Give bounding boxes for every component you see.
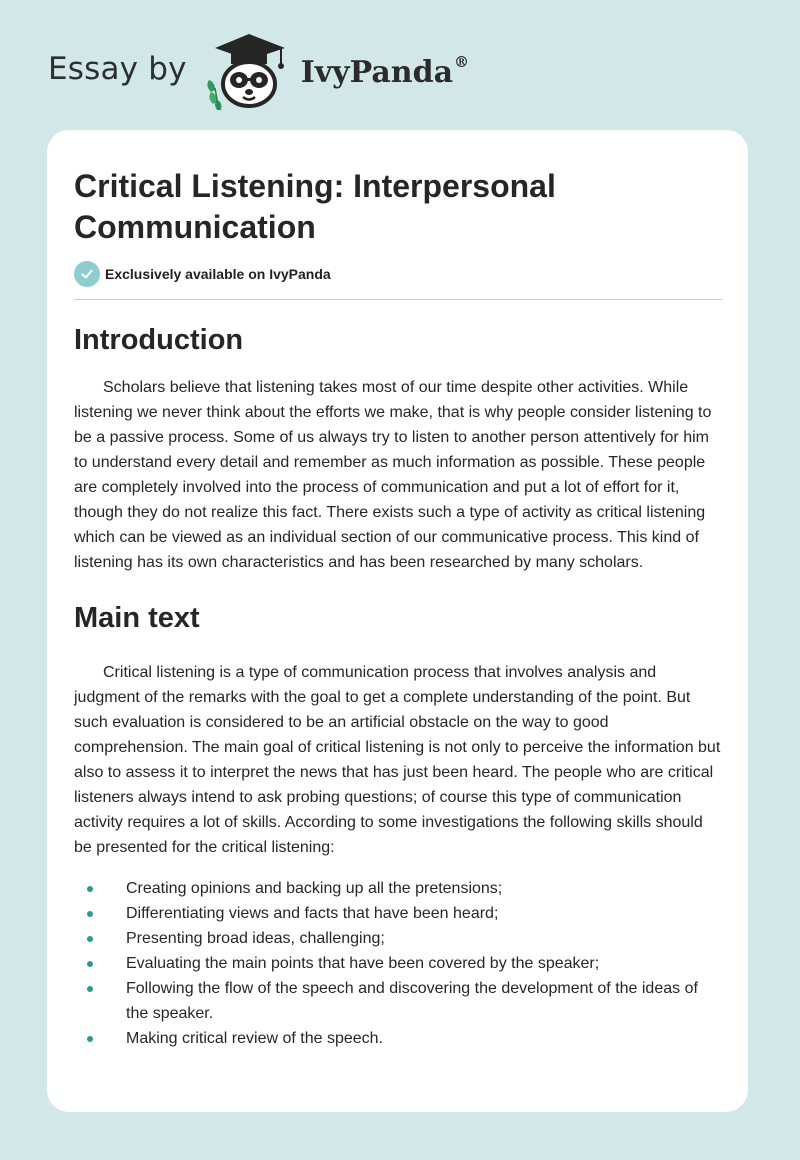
list-item: [74, 1026, 722, 1051]
title-divider: [74, 299, 722, 300]
essay-title: Critical Listening: Interpersonal Communication: [74, 168, 556, 245]
list-item-text: Following the flow of the speech and discovering the development of the ideas of the speaker.: [126, 980, 698, 1022]
list-item: [74, 901, 722, 926]
list-item: [74, 976, 722, 1026]
bullet-dot-icon: [87, 886, 93, 892]
skills-list: [74, 876, 722, 1051]
bullet-dot-icon: [87, 961, 93, 967]
bullet-dot-icon: [87, 1036, 93, 1042]
bullet-dot-icon: [87, 911, 93, 917]
list-item: [74, 951, 722, 976]
brand-wordmark[interactable]: [300, 52, 470, 90]
bullet-dot-icon: [87, 986, 93, 992]
brand-name-text: IvyPanda: [300, 54, 454, 90]
panda-graduate-logo-icon[interactable]: [201, 30, 297, 112]
section-heading-main-text: Main text: [74, 602, 200, 634]
bullet-dot-icon: [87, 936, 93, 942]
list-item-text: Creating opinions and backing up all the pretensions;: [126, 880, 503, 897]
list-item-text: Presenting broad ideas, challenging;: [126, 930, 385, 947]
essay-by-label: Essay by: [48, 51, 187, 87]
list-item-text: Making critical review of the speech.: [126, 1030, 383, 1047]
exclusive-badge: [74, 261, 722, 287]
list-item-text: Evaluating the main points that have been covered by the speaker;: [126, 955, 600, 972]
essay-card: [47, 130, 748, 1112]
list-item: [74, 876, 722, 901]
site-header: [48, 30, 469, 112]
list-item: [74, 926, 722, 951]
section-heading-introduction: Introduction: [74, 324, 244, 356]
registered-mark: ®: [454, 52, 470, 71]
check-circle-icon: [74, 261, 100, 287]
exclusive-badge-label: Exclusively available on IvyPanda: [105, 266, 331, 282]
introduction-paragraph: Scholars believe that listening takes most of our time despite other activities. While listening we never think about the efforts we make, that is why people consider listening to be a passive process. Some of us always try to listen to another person attentively for him to understand every detail and remember as much information as possible. These people are completely involved into the process of communication and put a lot of effort for it, though they do not realize this fact. There exists such a type of activity as critical listening which can be viewed as an individual section of our communicative process. This kind of listening has its own characteristics and has been researched by many scholars.: [74, 379, 712, 571]
list-item-text: Differentiating views and facts that have been heard;: [126, 905, 499, 922]
main-text-paragraph: Critical listening is a type of communication process that involves analysis and judgment of the remarks with the goal to get a complete understanding of the point. But such evaluation is considered to be an artificial obstacle on the way to good comprehension. The main goal of critical listening is not only to perceive the information but also to assess it to interpret the news that has just been heard. The people who are critical listeners always intend to ask probing questions; of course this type of communication activity requires a lot of skills. According to some investigations the following skills should be presented for the critical listening:: [74, 664, 721, 856]
